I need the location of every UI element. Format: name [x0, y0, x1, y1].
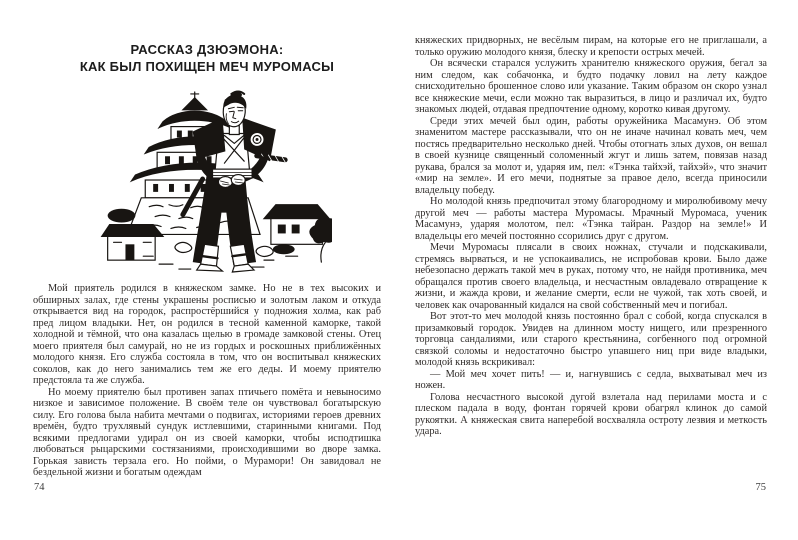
chapter-title-line1: РАССКАЗ ДЗЮЭМОНА:: [130, 42, 284, 57]
paragraph: Голова несчастного высокой дугой взлетала над перилами моста и с плеском падала в воду, фонтан горячей крови обагрял клинок до самой рукоятки. А княжеская свита наперебой восхваляла остроту лезвия и меткость удара.: [415, 391, 767, 437]
paragraph: Мечи Муромасы плясали в своих ножнах, стучали и подскакивали, стремясь вырваться, и не успокаивались, не испробовав крови. Было даже небезопасно держать такой меч в руках, потому что, не найдя противника, меч обращался против своего владельца, и несчастным овладевало отвращение к жизни, и жажда крови, и желание смерти, если не чужой, так хоть своей, и человек как очарованный кидался на свой собственный меч и погибал.: [415, 242, 767, 311]
paragraph: Но моему приятелю был противен запах птичьего помёта и невыносимо низкое и зависимое положение. В своём теле он чувствовал богатырскую силу. Его голова была набита мечтами о подвигах, историями героев древних времён, будто трухлявый сундук истлевшими, старинными книгами. Под всякими предлогами удирал он из своей каморки, чтобы исподтишка любоваться рыцарскими состязаниями, происходившими во дворе замка. Горькая зависть терзала его. Но пойми, о Мурамори! Он завидовал не бездельной жизни и богатым одеждам: [33, 386, 381, 478]
page-number-left: 74: [34, 482, 45, 493]
samurai-castle-illustration: [99, 88, 332, 274]
page-right: [415, 0, 767, 540]
left-page-text: [33, 283, 381, 479]
page-left: [33, 0, 381, 540]
paragraph: — Мой меч хочет пить! — и, нагнувшись с седла, выхватывал меч из ножен.: [415, 368, 767, 391]
paragraph: Среди этих мечей был один, работы оружейника Масамунэ. Об этом знаменитом мастере рассказывали, что он не иначе начинал ковать меч, чем постясь предварительно несколько дней. Чтобы отогнать злых духов, он вешал в своей кузнице священный соломенный жгут и лишь затем, повязав назад рукава, брался за молот и, ударяя им, пел: «Тэнка тайхэй, тайхэй», что значит «мир на земле». И его мечи, поднятые за правое дело, всегда приносили владельцу победу.: [415, 115, 767, 196]
paragraph: княжеских придворных, не весёлым пирам, на которые его не приглашали, а только оружию молодого князя, блеску и крепости острых мечей.: [415, 35, 767, 58]
paragraph: Он всячески старался услужить хранителю княжеского оружия, бегал за ним следом, как собачонка, и будто подачку ловил на лету каждое снисходительно брошенное слово или указание. Таким образом он скоро узнал все княжеские мечи, если можно так выразиться, в лицо и различал их, будто знакомых людей, отдавая предпочтение одному, коротко кивая другому.: [415, 58, 767, 115]
paragraph: Но молодой князь предпочитал этому благородному и миролюбивому мечу другой меч — работы мастера Муромасы. Мрачный Муромаса, ученик Масамунэ, ударяя молотом, пел: «Тэнка тайран. Раздор на земле!» И владельцы его мечей постоянно ссорились друг с другом.: [415, 196, 767, 242]
page-number-right: 75: [755, 482, 766, 493]
paragraph: Вот этот-то меч молодой князь постоянно брал с собой, когда спускался в призамковый городок. Увидев на длинном мосту нищего, или презренного торговца сандалиями, или старого крестьянина, согбенного под огромной связкой соломы и недостаточно быстро упавшего ниц при виде владыки, молодой князь вскрикивал:: [415, 311, 767, 368]
chapter-title: [33, 0, 381, 75]
chapter-title-line2: КАК БЫЛ ПОХИЩЕН МЕЧ МУРОМАСЫ: [79, 59, 335, 74]
paragraph: Мой приятель родился в княжеском замке. Но не в тех высоких и обширных залах, где стены украшены росписью и золотым лаком и откуда открывается вид на городок, распростёршийся у подножия холма, как раб пред лицом владыки. Нет, он родился в тесной каменной каморке, такой холодной и тёмной, что она казалась щелью в громаде замковой стены. Отец моего приятеля был самурай, но не из гордых и роскошных приближённых молодого князя. Его служба состояла в том, что он воспитывал княжеских соколов, как до него занимались тем же его деды. И моему приятелю предстояла та же служба.: [33, 283, 381, 386]
